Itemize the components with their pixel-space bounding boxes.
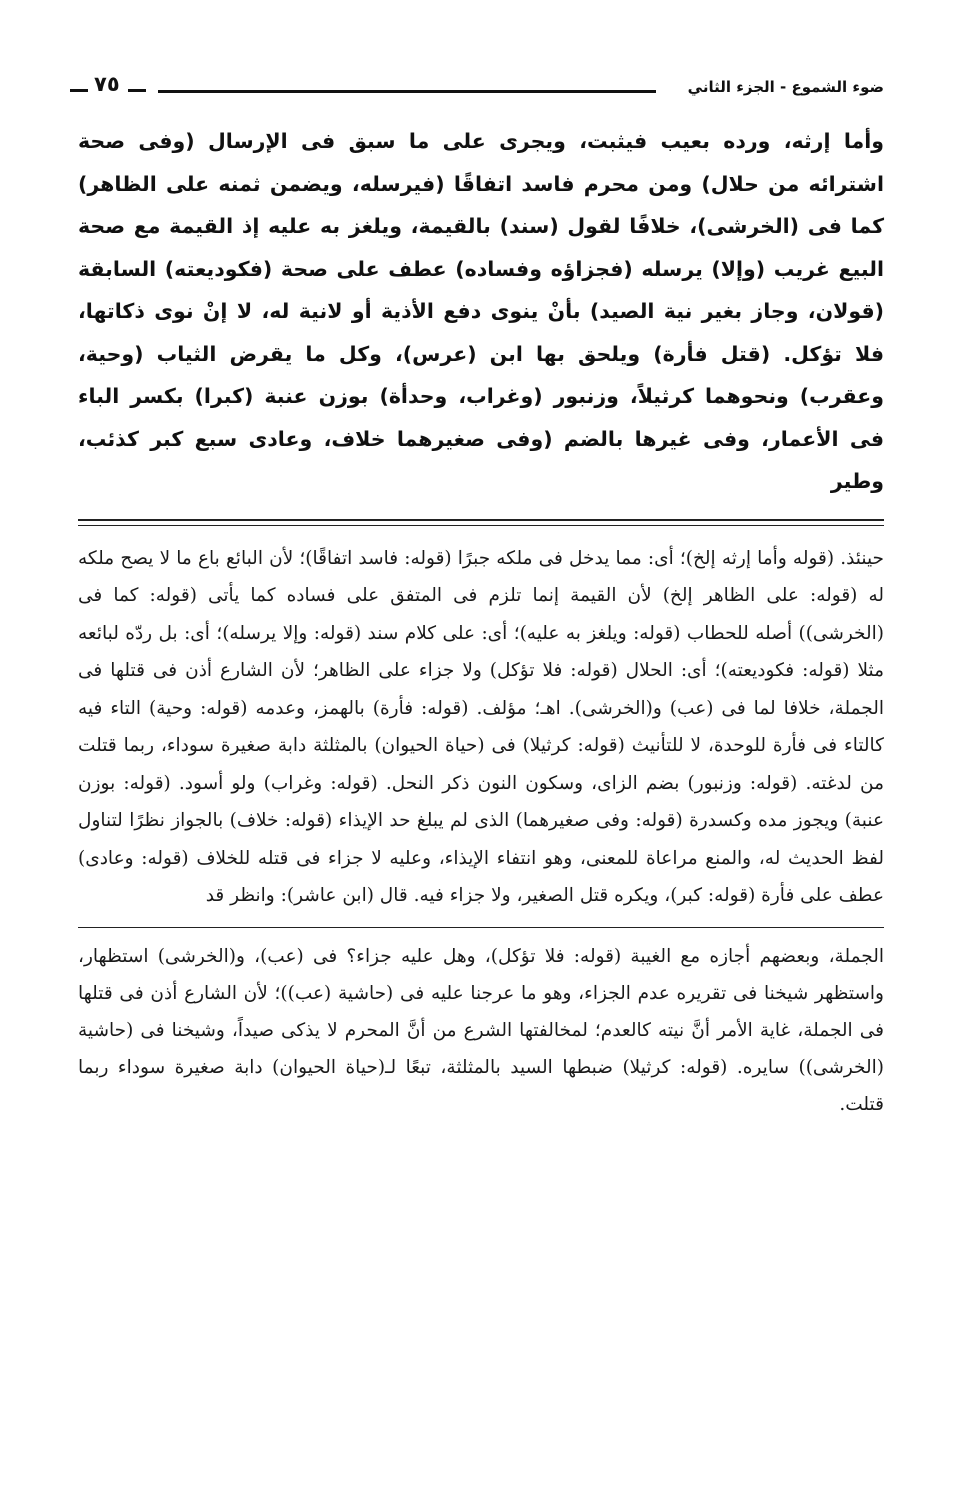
footnote-text: الجملة، وبعضهم أجازه مع الغيبة (قوله: فلا تؤكل)، وهل عليه جزاء؟ فى (عب)، و(الخرشى) استظهار، واستظهر شيخنا فى تقريره عدم الجزاء، وهو ما عرجنا عليه فى (حاشية (عب))؛ لأن الشارع أذن فى قتلها فى الجملة، غاية الأمر أنَّ نيته كالعدم؛ لمخالفتها الشرع من أنَّ المحرم لا يذكى صيداً، وشيخنا فى (حاشية (الخرشى)) سايره. (قوله: كرثيلا) ضبطها السيد بالمثلثة، تبعًا لـ(حياة الحيوان) دابة صغيرة سوداء ربما قتلت. [78,945,884,1115]
page-number: ٧٥ [94,72,120,96]
header-rule [158,90,656,93]
main-separator [78,519,884,526]
book-page [78,60,884,1123]
running-title: ضوء الشموع - الجزء الثاني [687,78,884,96]
page-header [78,60,884,100]
footnote-separator [78,927,884,928]
commentary-text: حينئذ. (قوله وأما إرثه إلخ)؛ أى: مما يدخل فى ملكه جبرًا (قوله: فاسد اتفاقًا)؛ لأن البائع باع ما لا يصح ملكه له (قوله: على الظاهر إلخ) لأن القيمة إنما تلزم فى المتفق على فساده كما يأتى (قوله: كما فى (الخرشى)) أصله للحطاب (قوله: ويلغز به عليه)؛ أى: على كلام سند (قوله: وإلا يرسله)؛ أى: بل ردّه لبائعه مثلا (قوله: فكوديعته)؛ أى: الحلال (قوله: فلا تؤكل) ولا جزاء على الظاهر؛ لأن الشارع أذن فى قتلها فى الجملة، خلافا لما فى (عب) و(الخرشى). اهـ؛ مؤلف. (قوله: فأرة) بالهمز، وعدمه (قوله: وحية) التاء فيه كالتاء فى فأرة للوحدة، لا للتأنيث (قوله: كرثيلا) فى (حياة الحيوان) بالمثلثة دابة صغيرة سوداء، ربما قتلت من لدغته. (قوله: وزنبور) بضم الزاى، وسكون النون ذكر النحل. (قوله: وغراب) ولو أسود. (قوله: بوزن عنبة) ويجوز مده وكسدرة (قوله: وفى صغيرهما) الذى لم يبلغ حد الإيذاء (قوله: خلاف) بالجواز نظرًا لتناول لفظ الحديث له، والمنع مراعاة للمعنى، وهو انتفاء الإيذاء، وعليه لا جزاء فى قتله للخلاف (قوله: وعادى) عطف على فأرة (قوله: كبر)، ويكره قتل الصغير، ولا جزاء فيه. قال (ابن عاشر): وانظر قد [78,547,884,906]
main-text: وأما إرثه، ورده بعيب فيثبت، ويجرى على ما سبق فى الإرسال (وفى صحة اشترائه من حلال) ومن محرم فاسد اتفاقًا (فيرسله، ويضمن ثمنه على الظاهر) كما فى (الخرشى)، خلافًا لقول (سند) بالقيمة، ويلغز به عليه إذ القيمة مع صحة البيع غريب (وإلا) يرسله (فجزاؤه وفساده) عطف على صحة (فكوديعته) السابقة (قولان، وجاز بغير نية الصيد) بأنْ ينوى دفع الأذية أو لانية له، لا إنْ نوى ذكاتها، فلا تؤكل. (قتل فأرة) ويلحق بها ابن (عرس)، وكل ما يقرض الثياب (وحية، وعقرب) ونحوهما كرثيلاً، وزنبور (وغراب، وحدأة) بوزن عنبة (كبرا) بكسر الباء فى الأعمار، وفى غيرها بالضم (وفى صغيرهما خلاف، وعادى سبع كبر كذئب، وطير [78,129,884,493]
